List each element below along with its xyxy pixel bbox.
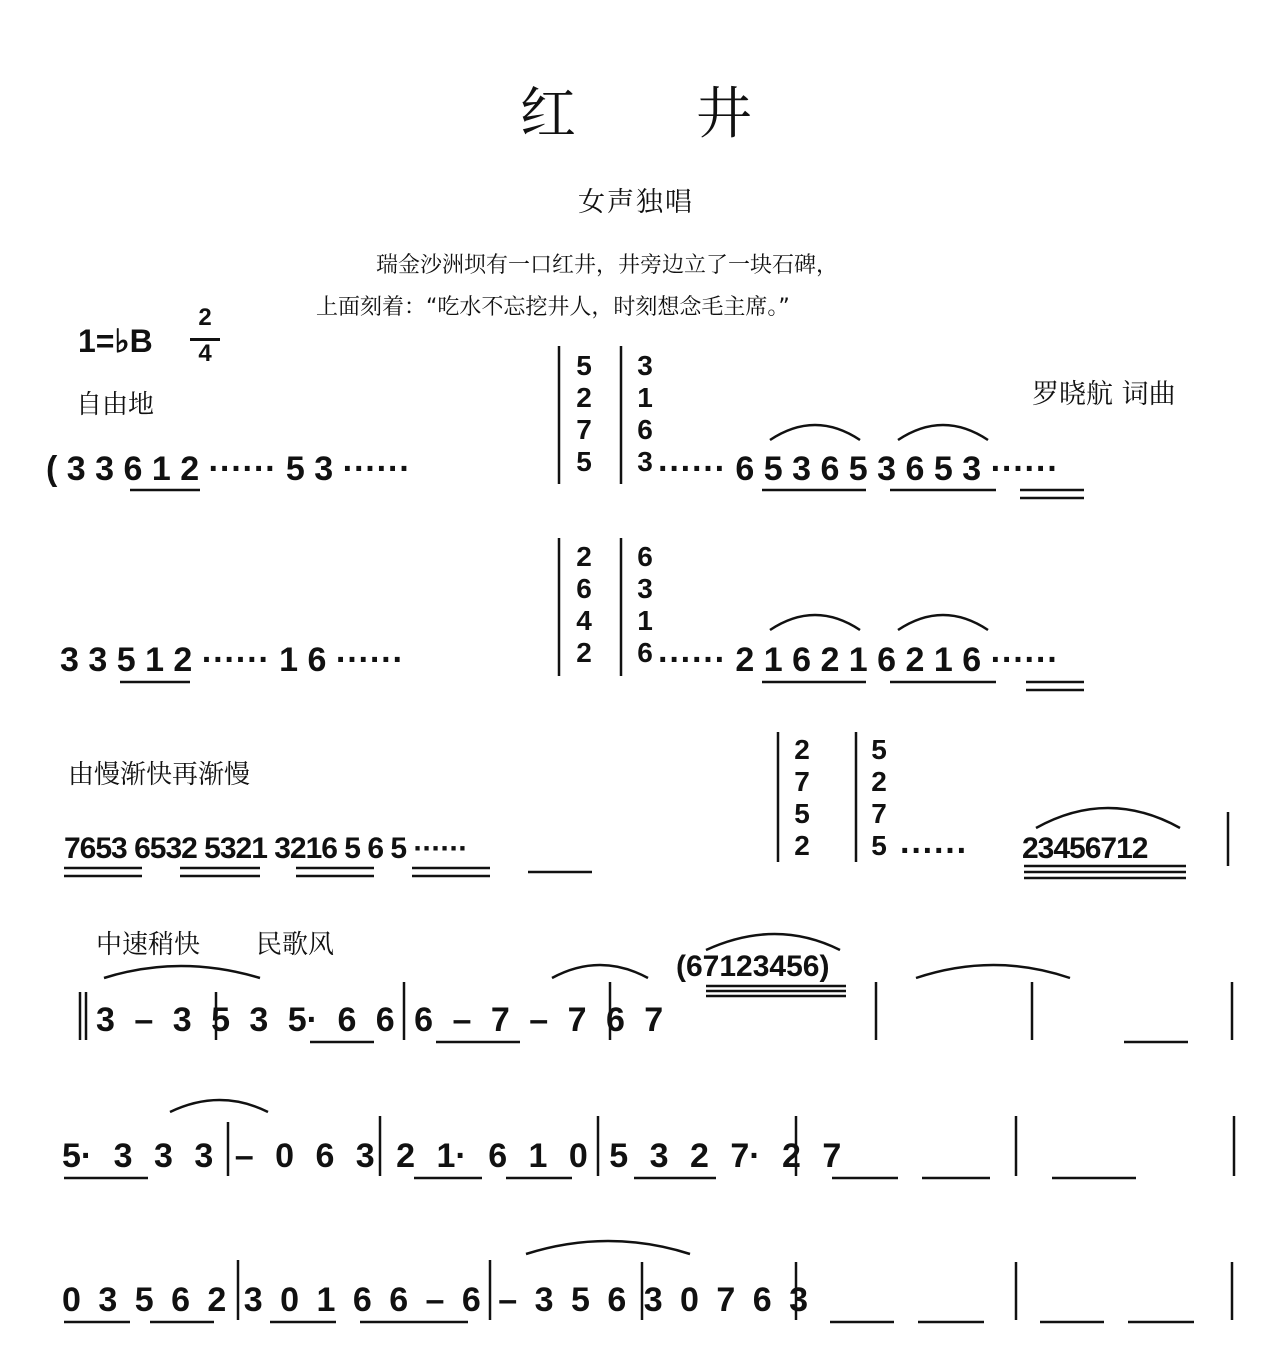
time-signature-numerator: 2 [198, 304, 212, 331]
song-title: 红井 [520, 82, 872, 147]
slur [552, 965, 648, 978]
slur [104, 966, 260, 978]
tempo-accel-rit: 由慢渐快再渐慢 [68, 760, 251, 790]
line1-chord-1: 5 2 7 5 [576, 350, 592, 477]
line4-grace-notes: (67123456) [676, 950, 830, 983]
slur [526, 1241, 690, 1254]
song-subtitle: 女声独唱 [578, 187, 694, 218]
slur [916, 965, 1070, 978]
line3-chord-1: 2 7 5 2 [794, 734, 810, 861]
time-signature-denominator: 4 [198, 340, 212, 367]
slur [170, 1100, 268, 1112]
line3-chord-2: 5 2 7 5 [871, 734, 887, 861]
triplet-slur [770, 425, 860, 440]
line2-phrase-b: ······ 2 1 6 2 1 6 2 1 6 ······ [658, 641, 1059, 679]
triplet-slur [898, 425, 988, 440]
key-signature: 1=♭B [78, 323, 153, 359]
line5-measures: 5· 3 3 3 – 0 6 3 2 1· 6 1 0 5 3 2 7· 2 7 [62, 1137, 842, 1175]
line2-phrase-a: 3 3 5 1 2 ······ 1 6 ······ [60, 641, 404, 679]
line3-phrase-b: ······ [900, 832, 968, 870]
line3-run: 23456712 [1022, 832, 1148, 865]
line1-phrase-a: ( 3 3 6 1 2 ······ 5 3 ······ [46, 450, 411, 488]
line6-measures: 0 3 5 6 2 3 0 1 6 6 – 6 – 3 5 6 3 0 7 6 3 [62, 1281, 809, 1319]
line1-chord-2: 3 1 6 3 [637, 350, 653, 477]
style-folk: 民歌风 [256, 930, 335, 960]
tempo-free: 自由地 [76, 390, 155, 420]
line1-phrase-b: ······ 6 5 3 6 5 3 6 5 3 ······ [658, 450, 1059, 488]
tempo-moderato: 中速稍快 [96, 930, 201, 960]
slur [1036, 808, 1180, 828]
intro-line-1: 瑞金沙洲坝有一口红井，井旁边立了一块石碑， [376, 253, 839, 278]
composer-credit: 罗晓航 词曲 [1032, 379, 1176, 410]
triplet-slur [770, 615, 860, 630]
slur [706, 934, 840, 950]
line3-phrase-a: 7653 6532 5321 3216 5 6 5 ······ [64, 832, 468, 865]
line4-measures: 3 – 3 5 3 5· 6 6 6 – 7 – 7 6 7 [96, 1001, 664, 1039]
line2-chord-1: 2 6 4 2 [576, 541, 592, 668]
line2-chord-2: 6 3 1 6 [637, 541, 653, 668]
triplet-slur [898, 615, 988, 630]
intro-line-2: 上面刻着：“吃水不忘挖井人，时刻想念毛主席。” [316, 295, 790, 320]
